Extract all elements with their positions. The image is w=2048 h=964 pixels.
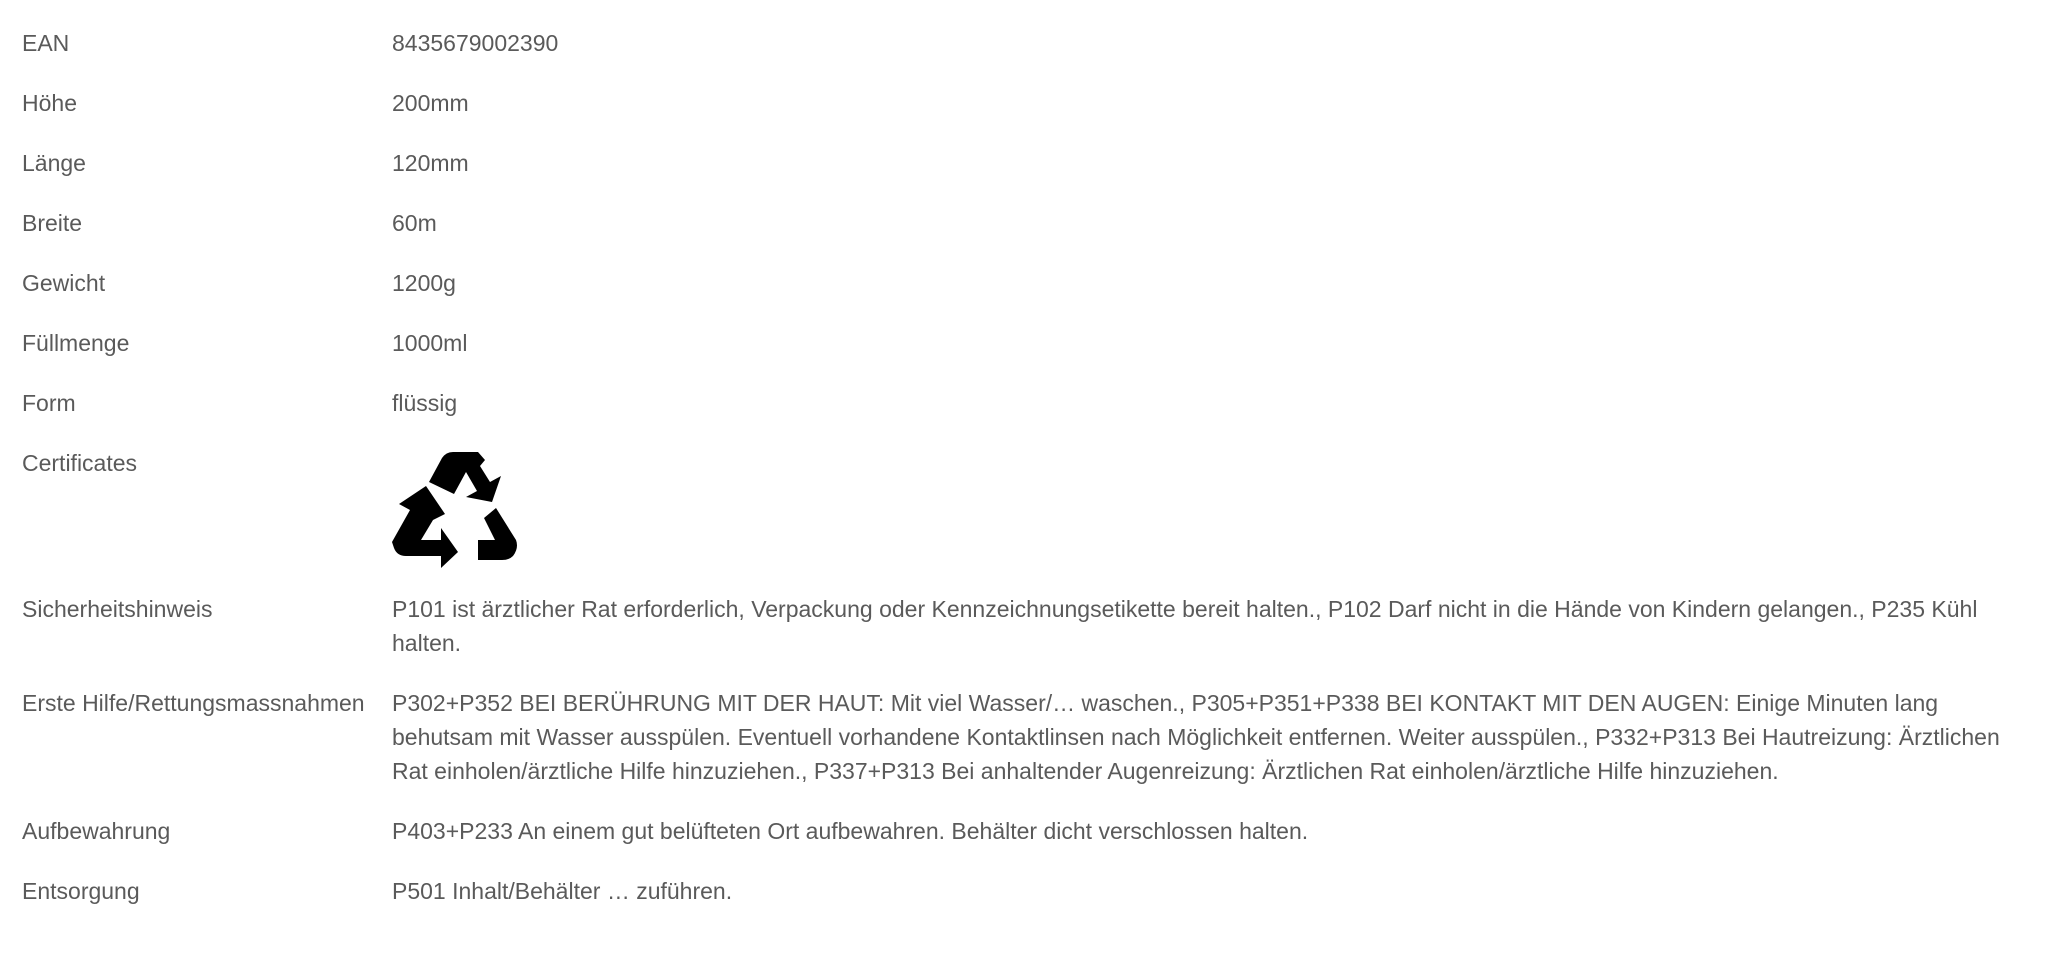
recycling-icon bbox=[392, 452, 518, 574]
spec-value: P501 Inhalt/Behälter … zuführen. bbox=[392, 878, 733, 904]
spec-row-aufbewahrung bbox=[22, 814, 2032, 848]
spec-row-ean bbox=[22, 26, 2032, 60]
spec-label: Breite bbox=[22, 210, 83, 236]
spec-row-breite bbox=[22, 206, 2032, 240]
spec-value: 1000ml bbox=[392, 330, 468, 356]
spec-row-form bbox=[22, 386, 2032, 420]
spec-row-laenge bbox=[22, 146, 2032, 180]
spec-value: 200mm bbox=[392, 90, 469, 116]
spec-label: Aufbewahrung bbox=[22, 818, 171, 844]
spec-value: P101 ist ärztlicher Rat erforderlich, Verpackung oder Kennzeichnungsetikette bereit halten., P102 Darf nicht in die Hände von Kindern gelangen., P235 Kühl halten. bbox=[392, 596, 1978, 656]
spec-row-sicherheitshinweis bbox=[22, 592, 2032, 660]
spec-value: 8435679002390 bbox=[392, 30, 559, 56]
product-spec-table bbox=[22, 26, 2032, 934]
spec-label: Höhe bbox=[22, 90, 77, 116]
spec-value: 1200g bbox=[392, 270, 456, 296]
spec-label: Gewicht bbox=[22, 270, 106, 296]
spec-row-fuellmenge bbox=[22, 326, 2032, 360]
spec-row-gewicht bbox=[22, 266, 2032, 300]
spec-row-erste-hilfe bbox=[22, 686, 2032, 788]
spec-label: Form bbox=[22, 390, 76, 416]
spec-value: P302+P352 BEI BERÜHRUNG MIT DER HAUT: Mit viel Wasser/… waschen., P305+P351+P338 BEI KONTAKT MIT DEN AUGEN: Einige Minuten lang behutsam mit Wasser ausspülen. Eventuell vorhandene Kontaktlinsen nach Möglichkeit entfernen. Weiter ausspülen., P332+P313 Bei Hautreizung: Ärztlichen Rat einholen/ärztliche Hilfe hinzuziehen., P337+P313 Bei anhaltender Augenreizung: Ärztlichen Rat einholen/ärztliche Hilfe hinzuziehen. bbox=[392, 690, 2000, 784]
spec-row-certificates bbox=[22, 446, 2032, 574]
spec-label: Certificates bbox=[22, 450, 138, 476]
spec-label: EAN bbox=[22, 30, 70, 56]
spec-label: Entsorgung bbox=[22, 878, 140, 904]
spec-label: Sicherheitshinweis bbox=[22, 596, 213, 622]
spec-label: Länge bbox=[22, 150, 86, 176]
spec-value: 60m bbox=[392, 210, 437, 236]
spec-value: P403+P233 An einem gut belüfteten Ort aufbewahren. Behälter dicht verschlossen halten. bbox=[392, 818, 1309, 844]
spec-value: 120mm bbox=[392, 150, 469, 176]
spec-value-certificates bbox=[392, 446, 2032, 574]
spec-label: Erste Hilfe/Rettungsmassnahmen bbox=[22, 690, 365, 716]
spec-row-hoehe bbox=[22, 86, 2032, 120]
spec-label: Füllmenge bbox=[22, 330, 130, 356]
spec-value: flüssig bbox=[392, 390, 458, 416]
spec-row-entsorgung bbox=[22, 874, 2032, 908]
